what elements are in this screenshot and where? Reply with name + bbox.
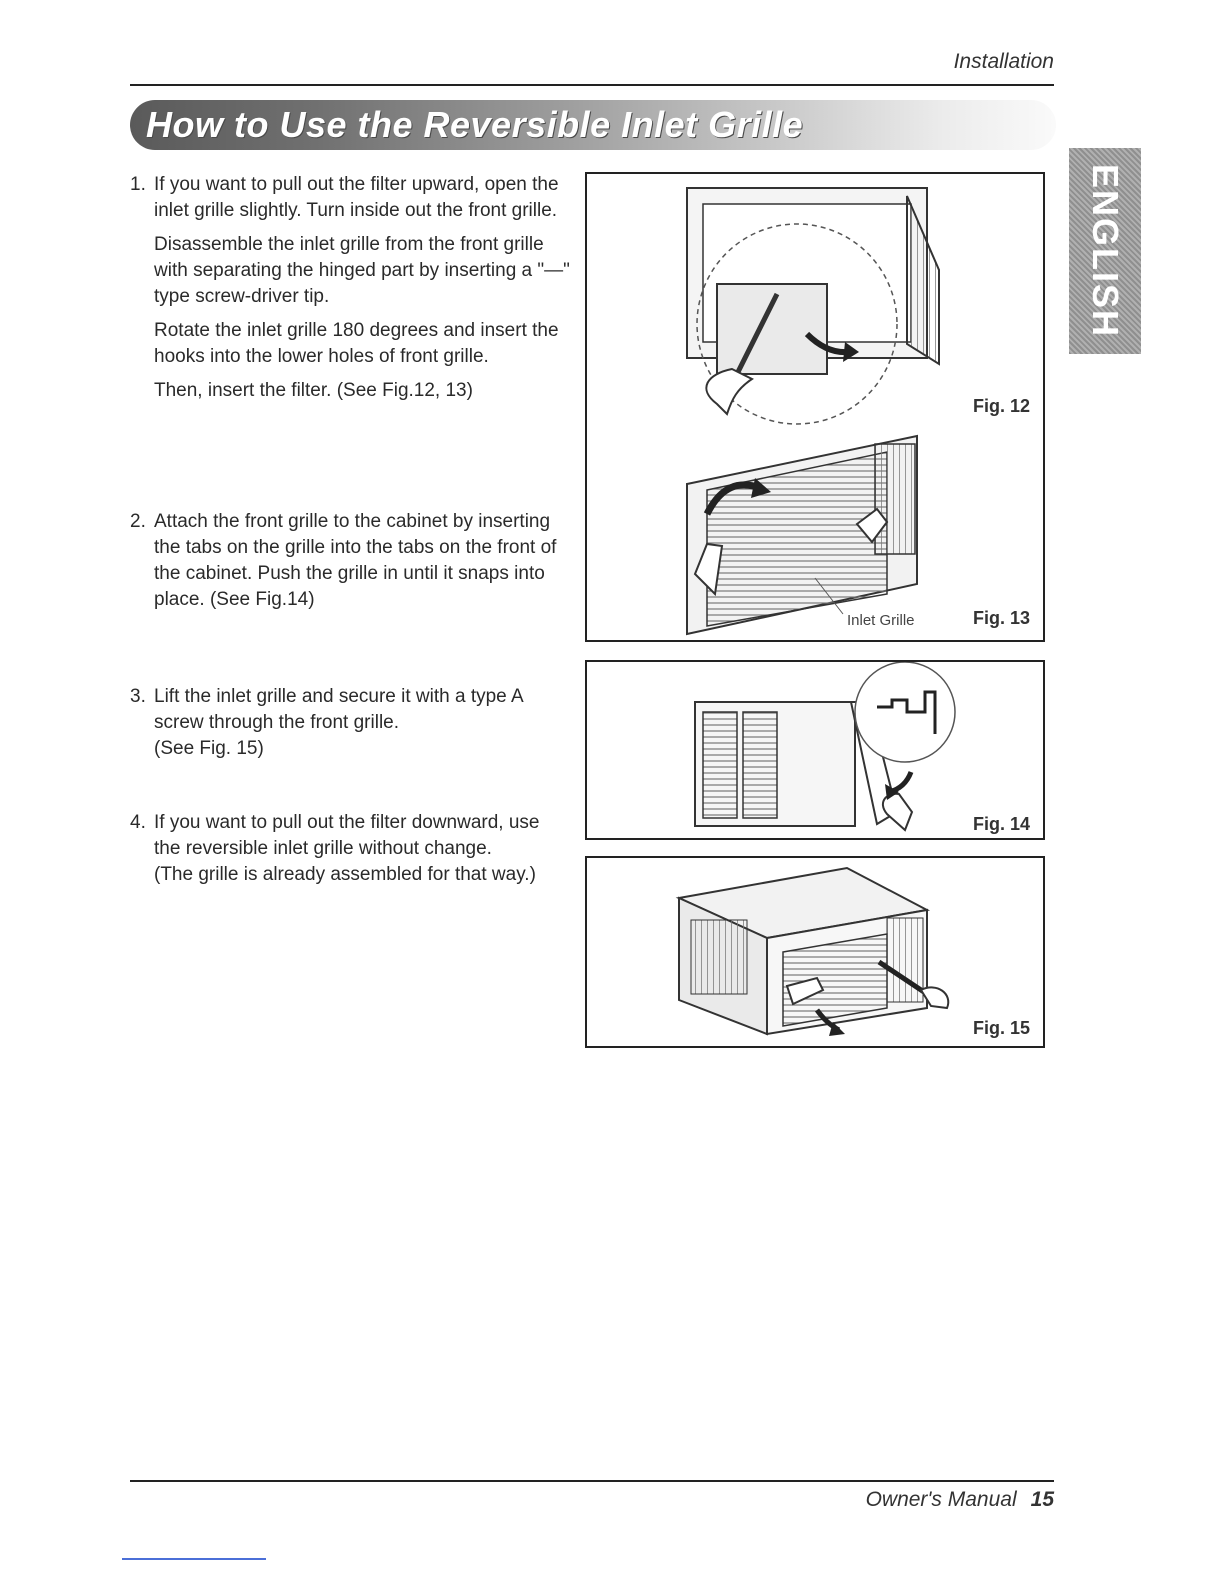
step-paragraph: (See Fig. 15) <box>154 738 264 759</box>
footer <box>866 1488 1054 1512</box>
fig15-drawing <box>679 868 948 1036</box>
step-4 <box>130 810 570 896</box>
figure-box-14 <box>585 660 1045 840</box>
step-paragraph: Rotate the inlet grille 180 degrees and insert the hooks into the lower holes of front grille. <box>154 320 559 367</box>
section-banner <box>130 100 1056 150</box>
footer-title: Owner's Manual <box>865 1488 1017 1511</box>
step-1 <box>130 172 570 412</box>
page-number: 15 <box>1030 1488 1054 1511</box>
fig13-callout-inlet-grille: Inlet Grille <box>847 612 915 629</box>
step-paragraph: Disassemble the inlet grille from the front grille with separating the hinged part by inserting a "—" type screw-driver tip. <box>154 234 570 307</box>
figure-box-12-13 <box>585 172 1045 642</box>
step-number: 4. <box>130 812 146 833</box>
figure-box-15 <box>585 856 1045 1048</box>
step-paragraph: Then, insert the filter. (See Fig.12, 13) <box>154 380 473 401</box>
step-number: 1. <box>130 174 146 195</box>
fig13-drawing <box>687 436 917 634</box>
language-tab-label: ENGLISH <box>1085 163 1126 339</box>
step-number: 2. <box>130 511 146 532</box>
step-paragraph: If you want to pull out the filter upward, open the inlet grille slightly. Turn inside out the front grille. <box>154 174 559 221</box>
fig12-drawing <box>687 188 939 424</box>
step-paragraph: If you want to pull out the filter downward, use the reversible inlet grille without change. <box>154 812 540 859</box>
language-tab <box>1069 148 1141 354</box>
step-paragraph: (The grille is already assembled for that way.) <box>154 864 536 885</box>
footer-rule <box>130 1480 1054 1482</box>
fig15-label: Fig. 15 <box>973 1018 1031 1038</box>
fig13-label: Fig. 13 <box>973 608 1031 628</box>
fig14-drawing <box>695 662 955 830</box>
decorative-mark <box>122 1558 266 1560</box>
step-paragraph: Attach the front grille to the cabinet by inserting the tabs on the grille into the tabs on the front of the cabinet. Push the grille in until it snaps into place. (See Fig.14) <box>154 511 557 610</box>
fig14-label: Fig. 14 <box>973 814 1031 834</box>
step-3 <box>130 684 570 770</box>
step-2 <box>130 509 570 621</box>
step-paragraph: Lift the inlet grille and secure it with a type A screw through the front grille. <box>154 686 523 733</box>
header-rule <box>130 84 1054 86</box>
fig14-illustration <box>587 662 1043 838</box>
section-label: Installation <box>953 50 1054 73</box>
step-number: 3. <box>130 686 146 707</box>
banner-title: How to Use the Reversible Inlet Grille <box>146 104 804 145</box>
fig12-label: Fig. 12 <box>973 396 1031 416</box>
